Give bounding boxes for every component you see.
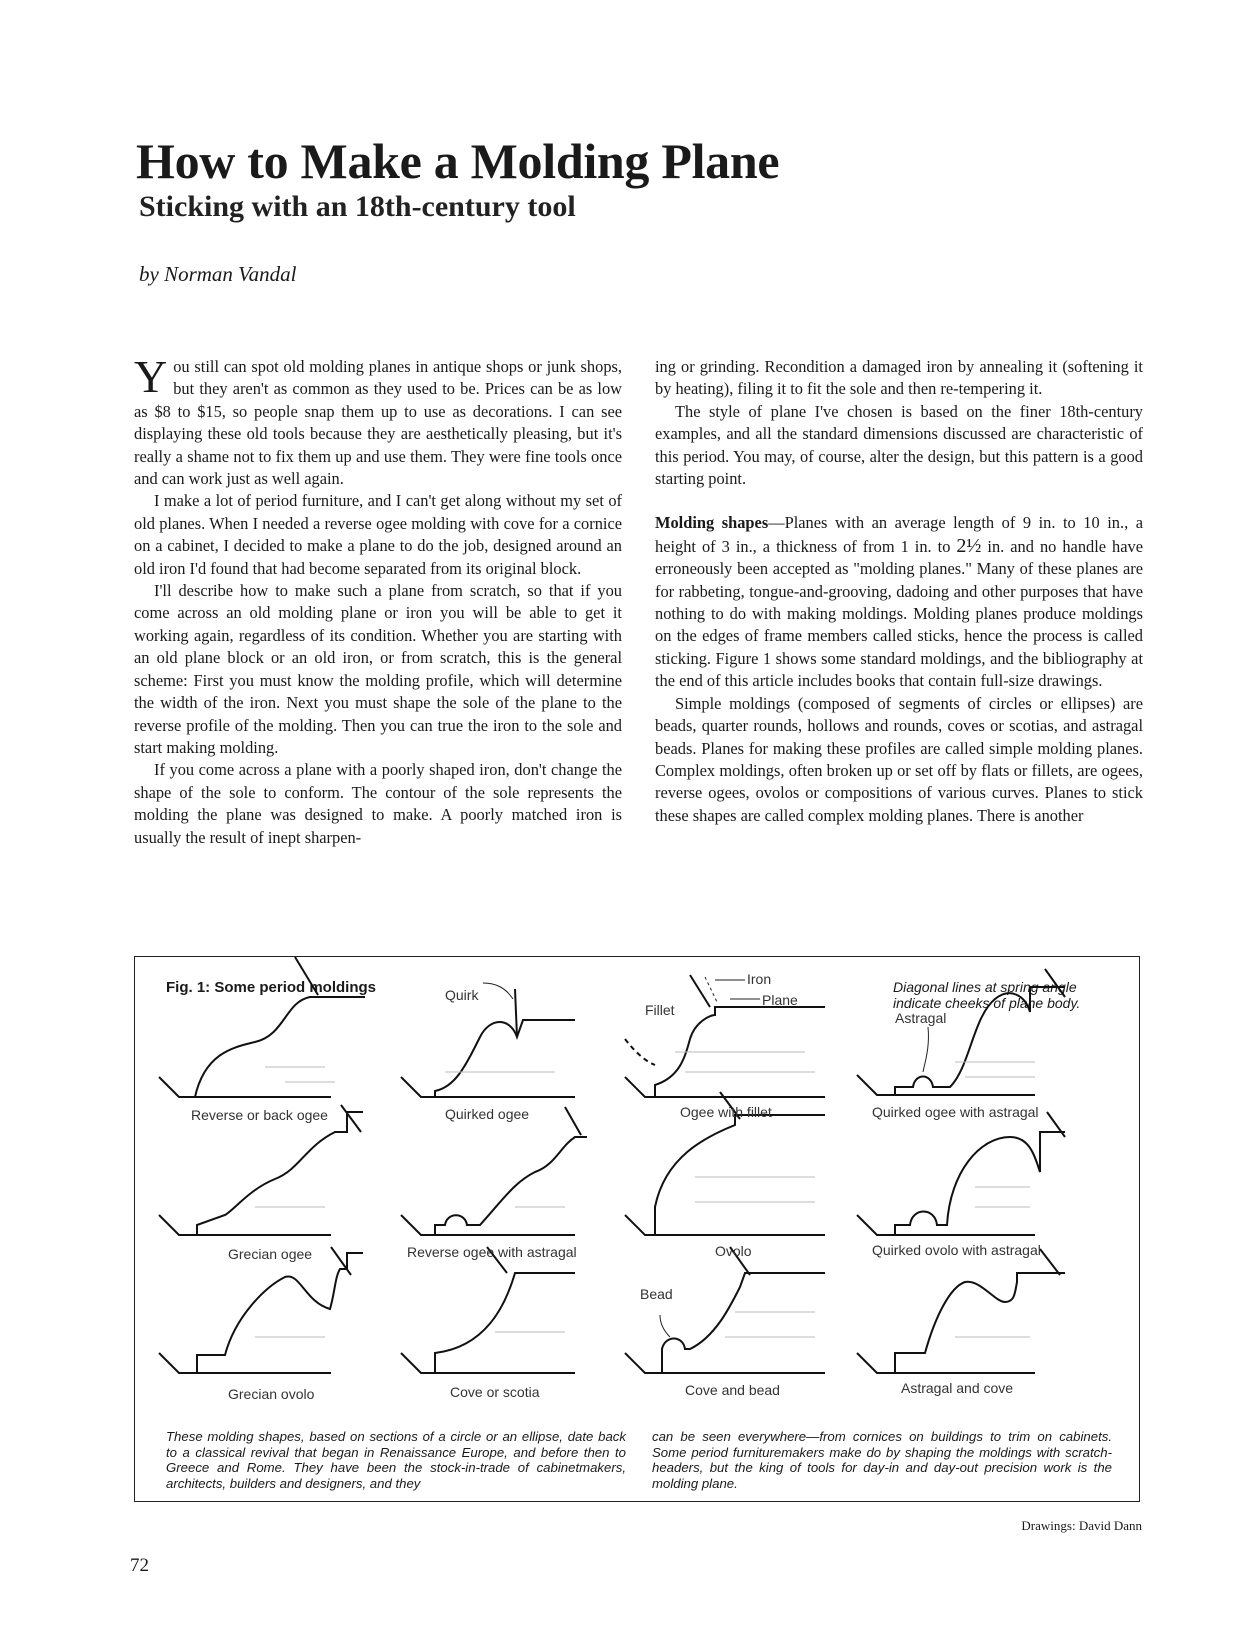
figure-1 bbox=[134, 956, 1140, 1502]
profile-reverse-ogee-astragal bbox=[401, 1107, 587, 1235]
paragraph bbox=[134, 351, 622, 490]
profile-cove-scotia bbox=[401, 1247, 575, 1373]
profile-quirked-ogee bbox=[401, 989, 575, 1097]
paragraph bbox=[655, 512, 1143, 692]
callout-fillet: Fillet bbox=[645, 1002, 675, 1018]
molding-name: Quirked ovolo with astragal bbox=[872, 1242, 1041, 1258]
molding-name: Quirked ogee with astragal bbox=[872, 1104, 1039, 1120]
text-column-left bbox=[134, 351, 622, 849]
molding-name: Cove or scotia bbox=[450, 1384, 540, 1400]
astragal-leader bbox=[923, 1027, 928, 1072]
drawing-credit: Drawings: David Dann bbox=[1021, 1518, 1142, 1533]
callout-bead: Bead bbox=[640, 1286, 673, 1302]
molding-name: Cove and bead bbox=[685, 1382, 780, 1398]
page-number: 72 bbox=[130, 1555, 149, 1576]
molding-name: Astragal and cove bbox=[901, 1380, 1014, 1396]
molding-name: Grecian ogee bbox=[228, 1246, 313, 1262]
article-subtitle: Sticking with an 18th-century tool bbox=[139, 190, 576, 223]
figure-note: Diagonal lines at spring angle indicate cheeks of plane body. bbox=[893, 979, 1081, 1011]
profile-astragal-cove bbox=[857, 1249, 1065, 1373]
paragraph: ing or grinding. Recondition a damaged iron by annealing it (softening it by heating), filing it to fit the sole and then re-tempering it. bbox=[655, 357, 1143, 399]
profile-grecian-ovolo bbox=[159, 1247, 363, 1373]
callout-quirk: Quirk bbox=[445, 987, 479, 1003]
section-heading: Molding shapes bbox=[655, 513, 769, 533]
paragraph: The style of plane I've chosen is based on the finer 18th-century examples, and all the standard dimensions discussed are characteristic of this period. You may, of course, alter the design, but this pattern is a good starting point. bbox=[655, 401, 1143, 489]
profile-reverse-ogee bbox=[159, 957, 365, 1097]
text-column-right bbox=[655, 356, 1143, 827]
byline: by Norman Vandal bbox=[139, 262, 297, 286]
molding-name: Ovolo bbox=[715, 1243, 752, 1259]
figure-caption-left: These molding shapes, based on sections of a circle or an ellipse, date back to a classical revival that began in Renaissance Europe, and before then to Greece and Rome. They have been the stock-in-trade of cabinetmakers, architects, builders and designers, and they bbox=[166, 1429, 626, 1491]
paragraph: I make a lot of period furniture, and I can't get along without my set of old planes. When I needed a reverse ogee molding with cove for a cornice on a cabinet, I decided to make a plane to do the job, designed around an old iron I'd found that had become separated from its original block. bbox=[134, 491, 622, 578]
drop-cap: Y bbox=[134, 351, 168, 402]
quirk-leader bbox=[483, 983, 513, 999]
profile-grecian-ogee bbox=[159, 1105, 363, 1235]
bead-leader bbox=[660, 1315, 670, 1337]
paragraph-text: ou still can spot old molding planes in antique shops or junk shops, but they aren't as common as they used to be. Prices can be as low as $8 to $15, so people snap them up to use as decorations. I can see displaying these old tools because they are aesthetically pleasing, but it's really a shame not to fix them up and use them. They were fine tools once and can work just as well again. bbox=[134, 357, 622, 489]
molding-name: Quirked ogee bbox=[445, 1106, 530, 1122]
paragraph-text: in. and no handle have erroneously been accepted as "molding planes." Many of these planes are for rabbeting, tongue-and-grooving, dadoing and other purposes that have nothing to do with making moldings. Molding planes produce moldings on the edges of frame members called sticks, hence the process is called sticking. Figure 1 shows some standard moldings, and the bibliography at the end of this article includes books that contain full-size drawings. bbox=[655, 536, 1143, 691]
profile-quirked-ogee-astragal bbox=[857, 969, 1065, 1095]
molding-profiles-drawing bbox=[135, 957, 1141, 1427]
paragraph: Simple moldings (composed of segments of circles or ellipses) are beads, quarter rounds, hollows and rounds, coves or scotias, and astragal beads. Planes for making these profiles are called simple molding planes. Complex moldings, often broken up or set off by flats or fillets, are ogees, reverse ogees, ovolos or compositions of various curves. Planes to stick these shapes are called complex molding planes. There is another bbox=[655, 693, 1143, 825]
callout-astragal: Astragal bbox=[895, 1010, 947, 1026]
callout-iron: Iron bbox=[747, 971, 772, 987]
paragraph: I'll describe how to make such a plane from scratch, so that if you come across an old molding plane or iron you will be able to get it working again, regardless of its condition. Whether you are starting with an old plane block or an old iron, or from scratch, this is the general scheme: First you must know the molding profile, which will determine the width of the iron. Next you must shape the sole of the plane to the reverse profile of the molding. Then you can true the iron to the sole and start making molding. bbox=[134, 581, 622, 757]
profile-cove-bead bbox=[625, 1247, 825, 1373]
fraction: 2½ bbox=[956, 534, 982, 557]
profile-quirked-ovolo-astragal bbox=[857, 1112, 1065, 1235]
molding-name: Grecian ovolo bbox=[228, 1386, 315, 1402]
molding-name: Reverse or back ogee bbox=[191, 1107, 328, 1123]
molding-name: Ogee with fillet bbox=[680, 1104, 772, 1120]
paragraph: If you come across a plane with a poorly shaped iron, don't change the shape of the sole to conform. The contour of the sole represents the molding the plane was designed to make. A poorly matched iron is usually the result of inept sharpen- bbox=[134, 760, 622, 847]
article-title: How to Make a Molding Plane bbox=[136, 133, 780, 189]
figure-caption-right: can be seen everywhere—from cornices on buildings to trim on cabinets. Some period furnituremakers make do by shaping the moldings with scratch-headers, but the king of tools for day-in and day-out precision work is the molding plane. bbox=[652, 1429, 1112, 1491]
callout-plane: Plane bbox=[762, 992, 798, 1008]
molding-name: Reverse ogee with astragal bbox=[407, 1244, 577, 1260]
paragraph-text: —Planes with an average length of 9 in. to 10 in., a height of 3 in., a thickness of from 1 in. to bbox=[655, 513, 1144, 556]
figure-label: Fig. 1: Some period moldings bbox=[166, 979, 377, 996]
